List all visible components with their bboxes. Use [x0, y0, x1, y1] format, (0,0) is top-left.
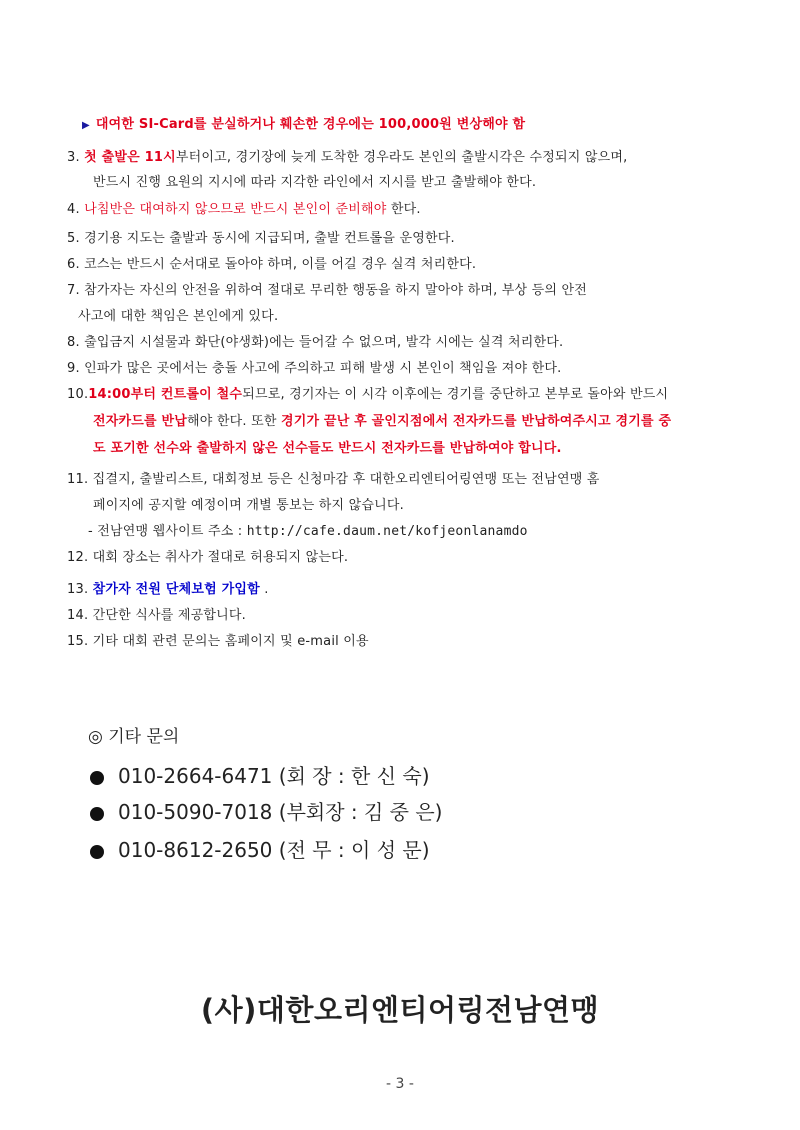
control-withdrawal-highlight: 14:00부터 컨트롤이 철수	[88, 387, 243, 402]
item-number: 13.	[67, 582, 93, 597]
rule-item-10-cont2: 도 포기한 선수와 출발하지 않은 선수들도 반드시 전자카드를 반납하여야 합니다.	[93, 441, 562, 456]
item-number: 3.	[67, 150, 80, 165]
organization-name: (사)대한오리엔티어링전남연맹	[200, 993, 600, 1027]
contact-text: 010-8612-2650 (전 무 : 이 성 문)	[118, 838, 430, 862]
page-number: - 3 -	[386, 1076, 414, 1092]
start-time-highlight: 첫 출발은 11시	[84, 150, 176, 165]
rule-item-5: 5. 경기용 지도는 출발과 동시에 지급되며, 출발 컨트롤을 운영한다.	[67, 231, 455, 246]
item-text: 한다.	[386, 202, 421, 217]
rule-item-7: 7. 참가자는 자신의 안전을 위하여 절대로 무리한 행동을 하지 말아야 하며, 부상 등의 안전	[67, 283, 587, 298]
insurance-highlight: 참가자 전원 단체보험 가입함	[92, 582, 260, 597]
rule-item-6: 6. 코스는 반드시 순서대로 돌아야 하며, 이를 어길 경우 실격 처리한다.	[67, 257, 477, 272]
website-url[interactable]: http://cafe.daum.net/kofjeonlanamdo	[246, 524, 528, 539]
item-text: 부터이고, 경기장에 늦게 도착한 경우라도 본인의 출발시각은 수정되지 않으며,	[175, 150, 628, 165]
rule-item-4	[67, 198, 421, 217]
rule-item-13	[67, 578, 269, 597]
card-return-highlight: 전자카드를 반납	[93, 414, 188, 429]
bullet-icon	[90, 807, 104, 821]
contact-line	[90, 796, 442, 825]
contact-text: 010-5090-7018 (부회장 : 김 중 은)	[118, 800, 443, 824]
bullet-icon	[90, 771, 104, 785]
rule-item-10-cont	[93, 410, 671, 429]
si-card-notice-text: 대여한 SI-Card를 분실하거나 훼손한 경우에는 100,000원 변상해야 함	[95, 117, 526, 132]
contact-line	[90, 834, 430, 863]
si-card-notice	[82, 113, 525, 132]
item-number: 4.	[67, 202, 80, 217]
rule-item-9: 9. 인파가 많은 곳에서는 충돌 사고에 주의하고 피해 발생 시 본인이 책임을 져야 한다.	[67, 361, 562, 376]
rule-item-15: 15. 기타 대회 관련 문의는 홈페이지 및 e-mail 이용	[67, 634, 369, 649]
rule-item-12: 12. 대회 장소는 취사가 절대로 허용되지 않는다.	[67, 550, 349, 565]
website-label: - 전남연맹 웹사이트 주소 :	[88, 524, 247, 539]
contact-heading: ◎ 기타 문의	[88, 727, 180, 747]
rule-item-10	[67, 383, 668, 402]
rule-item-3	[67, 146, 627, 165]
item-number: 10.	[67, 387, 89, 402]
rule-item-7-cont: 사고에 대한 책임은 본인에게 있다.	[78, 309, 279, 324]
rule-item-3-cont: 반드시 진행 요원의 지시에 따라 지각한 라인에서 지시를 받고 출발해야 한다.	[93, 175, 537, 190]
bullet-icon	[90, 845, 104, 859]
item-text: 되므로, 경기자는 이 시각 이후에는 경기를 중단하고 본부로 돌아와 반드시	[242, 387, 669, 402]
website-line	[88, 520, 528, 539]
contact-line	[90, 760, 430, 789]
rule-item-14: 14. 간단한 식사를 제공합니다.	[67, 608, 246, 623]
contact-text: 010-2664-6471 (회 장 : 한 신 숙)	[118, 764, 430, 788]
rule-item-8: 8. 출입금지 시설물과 화단(야생화)에는 들어갈 수 없으며, 발각 시에는 실격 처리한다.	[67, 335, 564, 350]
rule-item-11-cont: 페이지에 공지할 예정이며 개별 통보는 하지 않습니다.	[93, 498, 405, 513]
item-text: .	[259, 582, 269, 597]
rule-item-11: 11. 집결지, 출발리스트, 대회정보 등은 신청마감 후 대한오리엔티어링연맹 또는 전남연맹 홈	[67, 472, 600, 487]
compass-highlight: 나침반은 대여하지 않으므로 반드시 본인이 준비해야	[84, 202, 387, 217]
item-text: 해야 한다. 또한	[187, 414, 281, 429]
triangle-bullet-icon: ▶	[82, 120, 90, 131]
finish-return-highlight: 경기가 끝난 후 골인지점에서 전자카드를 반납하여주시고 경기를 중	[280, 414, 672, 429]
